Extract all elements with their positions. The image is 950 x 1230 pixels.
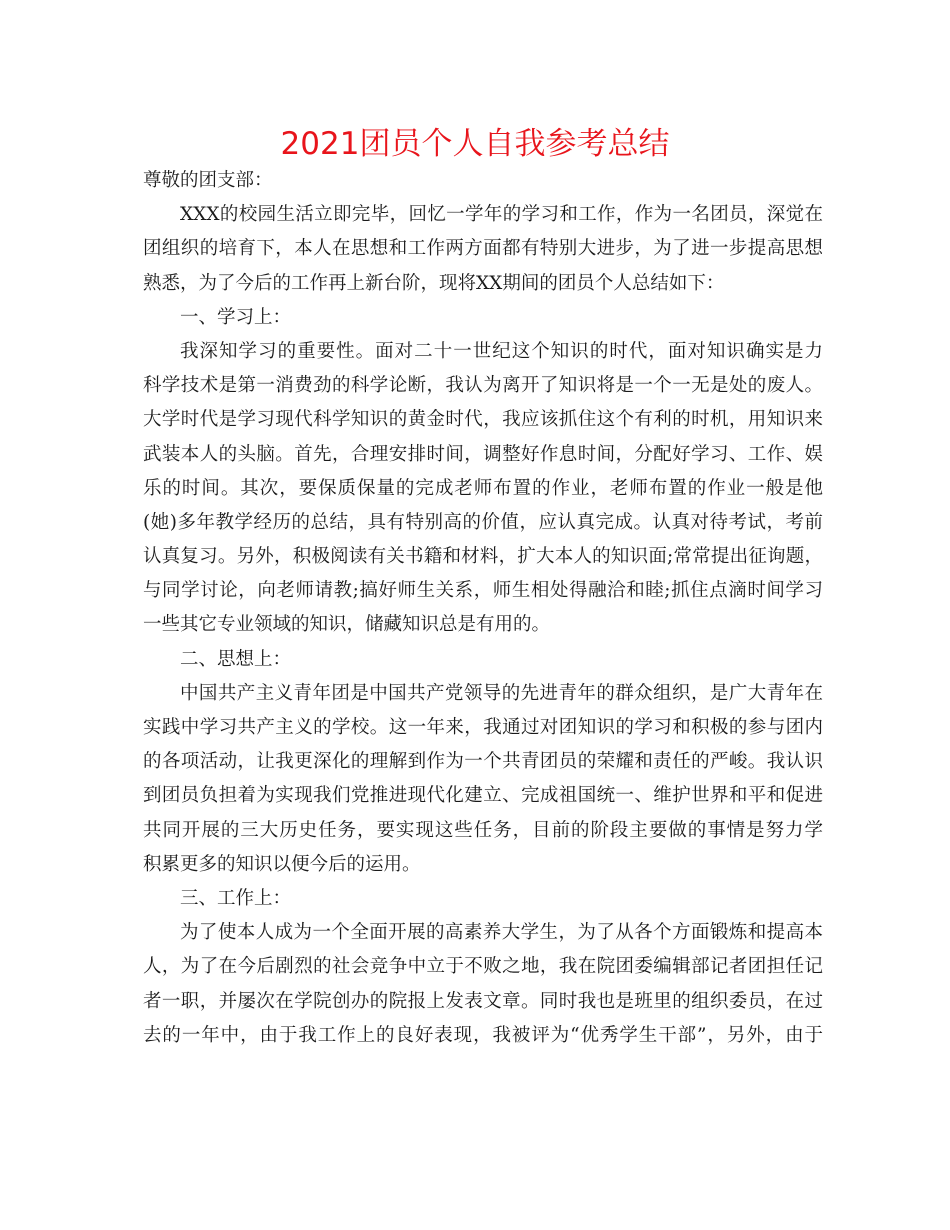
body-text-line: 积累更多的知识以便今后的运用。 bbox=[143, 853, 421, 875]
body-text-line: 的各项活动，让我更深化的理解到作为一个共青团员的荣耀和责任的严峻。我认识 bbox=[143, 751, 823, 773]
body-text-line: 去的一年中，由于我工作上的良好表现，我被评为“优秀学生干部”，另外，由于 bbox=[143, 1024, 823, 1046]
body-text-line: 团组织的培育下，本人在思想和工作两方面都有特别大进步，为了进一步提高思想 bbox=[143, 238, 823, 260]
document-body bbox=[143, 164, 823, 1053]
body-text-line: 中国共产主义青年团是中国共产党领导的先进青年的群众组织，是广大青年在 bbox=[180, 682, 823, 704]
body-text-line: 二、思想上： bbox=[180, 648, 292, 670]
body-text-line: 到团员负担着为实现我们党推进现代化建立、完成祖国统一、维护世界和平和促进 bbox=[143, 785, 823, 807]
body-text-line: 熟悉，为了今后的工作再上新台阶，现将XX期间的团员个人总结如下： bbox=[143, 272, 725, 294]
body-text-line: 者一职，并屡次在学院创办的院报上发表文章。同时我也是班里的组织委员，在过 bbox=[143, 990, 823, 1012]
body-text-line: 大学时代是学习现代科学知识的黄金时代，我应该抓住这个有利的时机，用知识来 bbox=[143, 409, 823, 431]
document-title: 2021团员个人自我参考总结 bbox=[280, 126, 670, 162]
body-text-line: 与同学讨论，向老师请教;搞好师生关系，师生相处得融洽和睦;抓住点滴时间学习 bbox=[143, 580, 823, 602]
body-text-line: 武装本人的头脑。首先，合理安排时间，调整好作息时间，分配好学习、工作、娱 bbox=[143, 443, 823, 465]
body-text-line: (她)多年教学经历的总结，具有特别高的价值，应认真完成。认真对待考试，考前 bbox=[143, 511, 823, 533]
body-text-line: XXX的校园生活立即完毕，回忆一学年的学习和工作，作为一名团员，深觉在 bbox=[180, 204, 823, 226]
body-text-line: 三、工作上： bbox=[180, 887, 292, 909]
body-text-line: 一些其它专业领域的知识，储藏知识总是有用的。 bbox=[143, 614, 551, 636]
body-text-line: 人，为了在今后剧烈的社会竞争中立于不败之地，我在院团委编辑部记者团担任记 bbox=[143, 956, 823, 978]
body-text-line: 我深知学习的重要性。面对二十一世纪这个知识的时代，面对知识确实是力 bbox=[180, 340, 823, 362]
body-text-line: 实践中学习共产主义的学校。这一年来，我通过对团知识的学习和积极的参与团内 bbox=[143, 717, 823, 738]
body-text-line: 为了使本人成为一个全面开展的高素养大学生，为了从各个方面锻炼和提高本 bbox=[180, 922, 823, 944]
body-text-line: 尊敬的团支部： bbox=[143, 170, 273, 191]
body-text-line: 乐的时间。其次，要保质保量的完成老师布置的作业，老师布置的作业一般是他 bbox=[143, 477, 823, 499]
body-text-line: 一、学习上： bbox=[180, 306, 292, 328]
body-text-line: 科学技术是第一消费劲的科学论断，我认为离开了知识将是一个一无是处的废人。 bbox=[143, 375, 823, 397]
body-text-line: 认真复习。另外，积极阅读有关书籍和材料，扩大本人的知识面;常常提出征询题， bbox=[143, 546, 823, 568]
body-text-line: 共同开展的三大历史任务，要实现这些任务，目前的阶段主要做的事情是努力学 bbox=[143, 819, 823, 841]
